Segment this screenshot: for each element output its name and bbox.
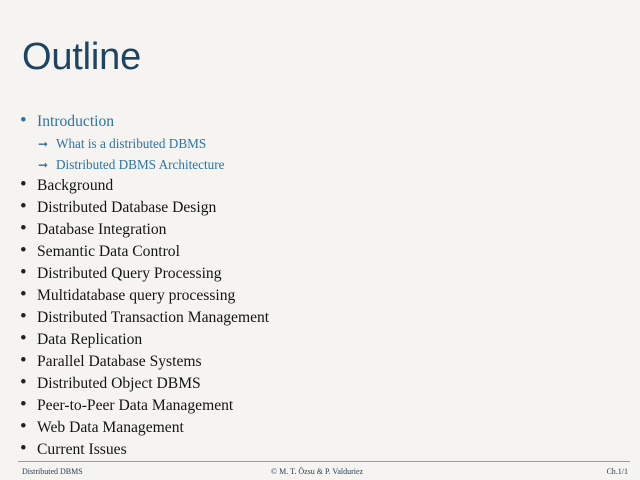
outline-item-database-integration xyxy=(20,219,620,241)
outline-item-distributed-object-dbms xyxy=(20,373,620,395)
footer-course-title: Distributed DBMS xyxy=(22,467,83,476)
sub-item-what-is-ddbms xyxy=(20,133,620,154)
outline-item-label: Parallel Database Systems xyxy=(37,353,202,370)
outline-item-introduction xyxy=(20,111,620,175)
bullet-icon: • xyxy=(20,261,27,283)
outline-list xyxy=(20,111,620,461)
outline-item-data-replication xyxy=(20,329,620,351)
bullet-icon: • xyxy=(20,217,27,239)
bullet-icon: • xyxy=(20,327,27,349)
outline-item-row xyxy=(20,111,620,133)
bullet-icon: • xyxy=(20,393,27,415)
bullet-icon: • xyxy=(20,437,27,459)
outline-item-web-data-management xyxy=(20,417,620,439)
outline-item-label: Distributed Transaction Management xyxy=(37,309,270,326)
sub-item-label: What is a distributed DBMS xyxy=(56,135,207,151)
outline-item-distributed-transaction-management xyxy=(20,307,620,329)
footer-page-number: Ch.1/1 xyxy=(606,467,628,476)
outline-item-parallel-database-systems xyxy=(20,351,620,373)
bullet-icon: • xyxy=(20,415,27,437)
dash-icon: ➞ xyxy=(38,136,49,151)
outline-item-label: Background xyxy=(37,177,114,194)
footer-copyright: © M. T. Özsu & P. Valduriez xyxy=(271,467,364,476)
outline-item-distributed-query-processing xyxy=(20,263,620,285)
bullet-icon: • xyxy=(20,173,27,195)
outline-item-background xyxy=(20,175,620,197)
outline-item-label: Peer-to-Peer Data Management xyxy=(37,397,234,414)
bullet-icon: • xyxy=(20,349,27,371)
slide-footer xyxy=(22,467,628,479)
bullet-icon: • xyxy=(20,305,27,327)
outline-item-distributed-database-design xyxy=(20,197,620,219)
outline-item-label: Distributed Object DBMS xyxy=(37,375,201,392)
outline-item-multidatabase-query-processing xyxy=(20,285,620,307)
bullet-icon: • xyxy=(20,195,27,217)
sub-item-label: Distributed DBMS Architecture xyxy=(56,156,225,172)
bullet-icon: • xyxy=(20,283,27,305)
footer-divider xyxy=(18,461,630,462)
bullet-icon: • xyxy=(20,371,27,393)
outline-item-label: Distributed Database Design xyxy=(37,199,217,216)
outline-item-label: Semantic Data Control xyxy=(37,243,180,260)
outline-item-peer-to-peer-data-management xyxy=(20,395,620,417)
outline-item-label: Current Issues xyxy=(37,441,127,458)
outline-item-label: Multidatabase query processing xyxy=(37,287,236,304)
outline-item-label: Introduction xyxy=(37,113,115,130)
outline-item-label: Web Data Management xyxy=(37,419,184,436)
dash-icon: ➞ xyxy=(38,157,49,172)
outline-item-label: Data Replication xyxy=(37,331,143,348)
outline-item-semantic-data-control xyxy=(20,241,620,263)
sub-item-ddbms-architecture xyxy=(20,154,620,175)
bullet-icon: • xyxy=(20,239,27,261)
slide-title: Outline xyxy=(22,36,142,78)
bullet-icon: • xyxy=(20,109,27,131)
outline-item-current-issues xyxy=(20,439,620,461)
introduction-sublist xyxy=(20,133,620,175)
outline-item-label: Distributed Query Processing xyxy=(37,265,222,282)
outline-item-label: Database Integration xyxy=(37,221,167,238)
